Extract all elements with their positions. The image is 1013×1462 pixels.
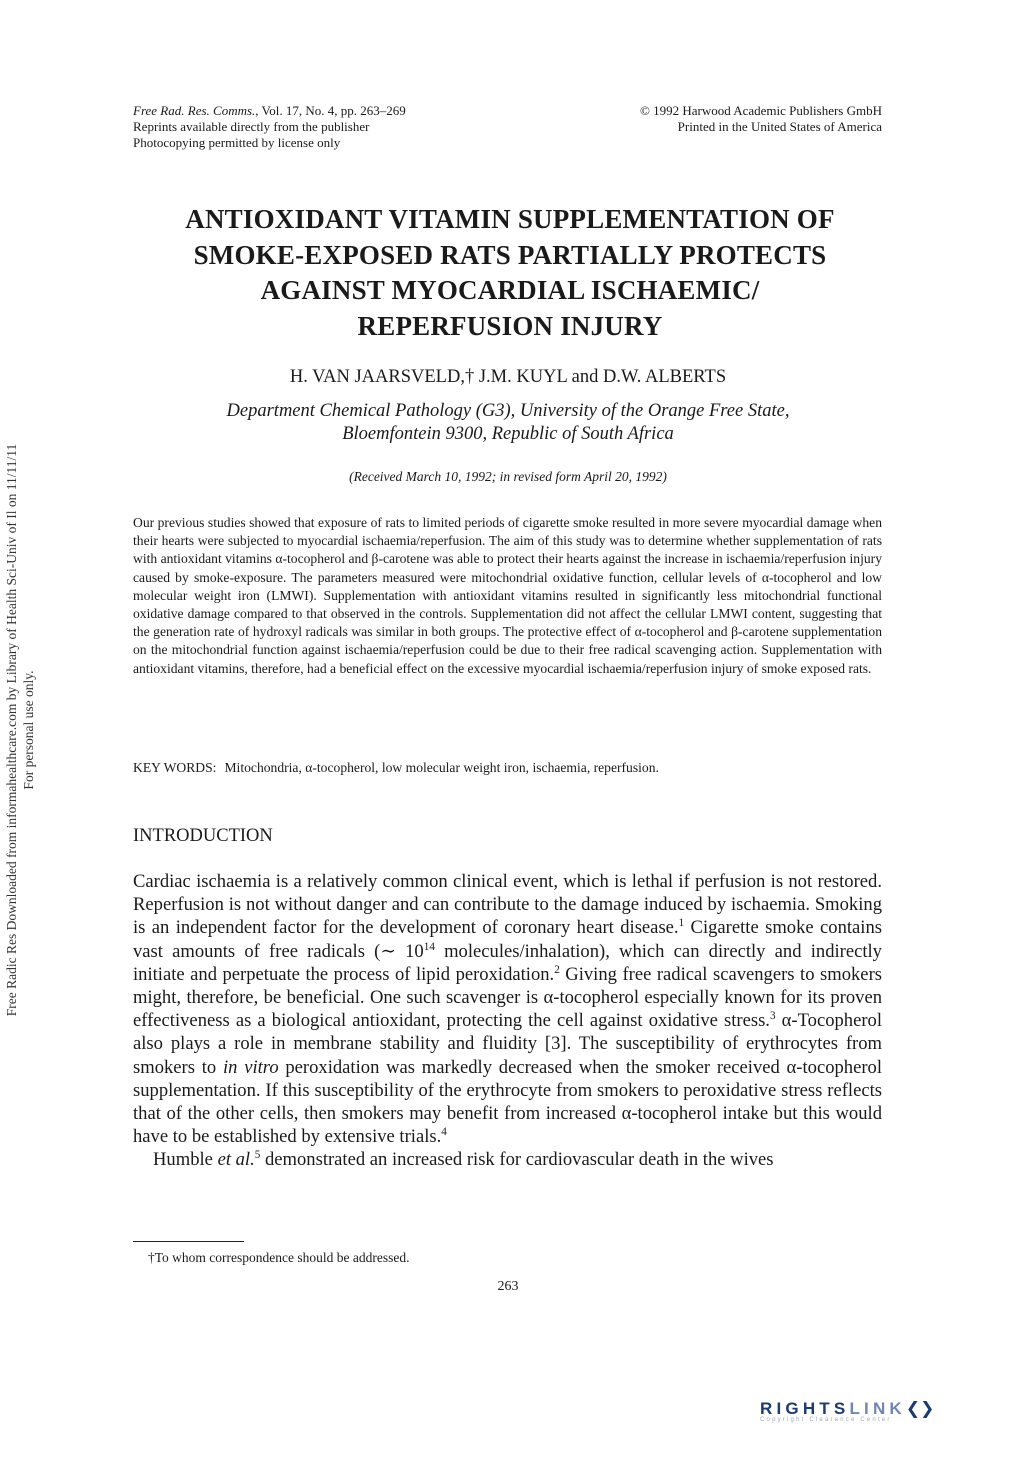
title-line: AGAINST MYOCARDIAL ISCHAEMIC/ [260,275,760,305]
rightslink-logo[interactable] [760,1399,1000,1429]
dagger-mark: † [464,367,475,387]
download-notice: Free Radic Res Downloaded from informahealthcare.com by Library of Health Sci-Univ of Il on 11/11/11 For personal use only. [4,443,36,1017]
reprints-note: Reprints available directly from the publisher [133,119,370,134]
keywords [133,759,882,777]
printed-notice: Printed in the United States of America [677,119,882,134]
abstract: Our previous studies showed that exposure of rats to limited periods of cigarette smoke resulted in more severe myocardial damage when their hearts were subjected to myocardial ischaemia/reperfusion. The aim of this study was to determine whether supplementation of rats with antioxidant vitamins α-tocopherol and β-carotene was able to protect their hearts against the increase in ischaemia/reperfusion injury caused by smoke-exposure. The parameters measured were mitochondrial oxidative function, cellular levels of α-tocopherol and low molecular weight iron (LMWI). Supplementation with antioxidant vitamins resulted in significantly less mitochondrial functional oxidative damage compared to that observed in the controls. Supplementation did not affect the cellular LMWI content, suggesting that the generation rate of hydroxyl radicals was similar in both groups. The protective effect of α-tocopherol and β-carotene supplementation on the mitochondrial function against ischaemia/reperfusion could be due to their free radical scavenging action. Supplementation with antioxidant vitamins, therefore, had a beneficial effect on the excessive myocardial ischaemia/reperfusion injury of smoke exposed rats. [133,515,882,676]
footnote: †To whom correspondence should be addressed. [148,1250,410,1265]
title-line: SMOKE-EXPOSED RATS PARTIALLY PROTECTS [193,239,827,270]
paragraph: Cardiac ischaemia is a relatively common clinical event, which is lethal if perfusion is not restored. Reperfusion is not without danger and can contribute to the damage induced by ischaemia. Smoking is an independent factor for the development of coronary heart disease.$^1$ Cigarette smoke contains vast amounts of free radicals (∼ $10^{14}$ molecules/inhalation), which can directly and indirectly initiate and perpetuate the process of lipid peroxidation.$^2$ Giving free radical scavengers to smokers might, therefore, be beneficial. One such scavenger is α-tocopherol especially known for its proven effectiveness as a biological antioxidant, protecting the cell against oxidative stress.$^3$ α-Tocopherol also plays a role in membrane stability and fluidity [3]. The susceptibility of erythrocytes from smokers to in vitro peroxidation was markedly decreased when the smoker received α-tocopherol supplementation. If this susceptibility of the erythrocyte from smokers to peroxidative stress reflects that of the other cells, then smokers may benefit from increased α-tocopherol intake but this would have to be established by extensive trials.$^4$ [133,871,883,1148]
running-header-left [133,103,553,151]
journal-citation: Free Rad. Res. Comms., Vol. 17, No. 4, pp. 263–269 [133,103,406,118]
paragraph: Humble et al.$^5$ demonstrated an increased risk for cardiovascular death in the wives [153,1149,774,1171]
affiliation: Department Chemical Pathology (G3), University of the Orange Free State, Bloemfontein 9300, Republic of South Africa [226,401,790,444]
keywords-label: KEY WORDS: [133,760,217,775]
article-title [120,202,900,344]
rightslink-wordmark: RIGHTSLINK❮❯ [760,1399,935,1418]
keywords-text: Mitochondria, α-tocopherol, low molecular weight iron, ischaemia, reperfusion. [224,760,659,775]
rightslink-arrow-icon: ❮❯ [905,1399,935,1418]
title-line: ANTIOXIDANT VITAMIN SUPPLEMENTATION OF [185,204,835,234]
rightslink-subtitle: Copyright Clearance Center [760,1417,892,1423]
running-header-right [560,103,882,135]
photocopy-note: Photocopying permitted by license only [133,135,341,150]
introduction-body [133,870,882,1172]
download-watermark [0,0,40,1462]
section-heading-introduction: INTRODUCTION [133,826,273,846]
title-line: REPERFUSION INJURY [357,310,663,341]
author-list: H. VAN JAARSVELD,† J.M. KUYL and D.W. ALBERTS [289,367,727,387]
footnote-rule [133,1241,244,1242]
page-number: 263 [497,1279,519,1294]
copyright-notice: © 1992 Harwood Academic Publishers GmbH [639,103,882,118]
received-dates: (Received March 10, 1992; in revised form April 20, 1992) [349,469,667,484]
